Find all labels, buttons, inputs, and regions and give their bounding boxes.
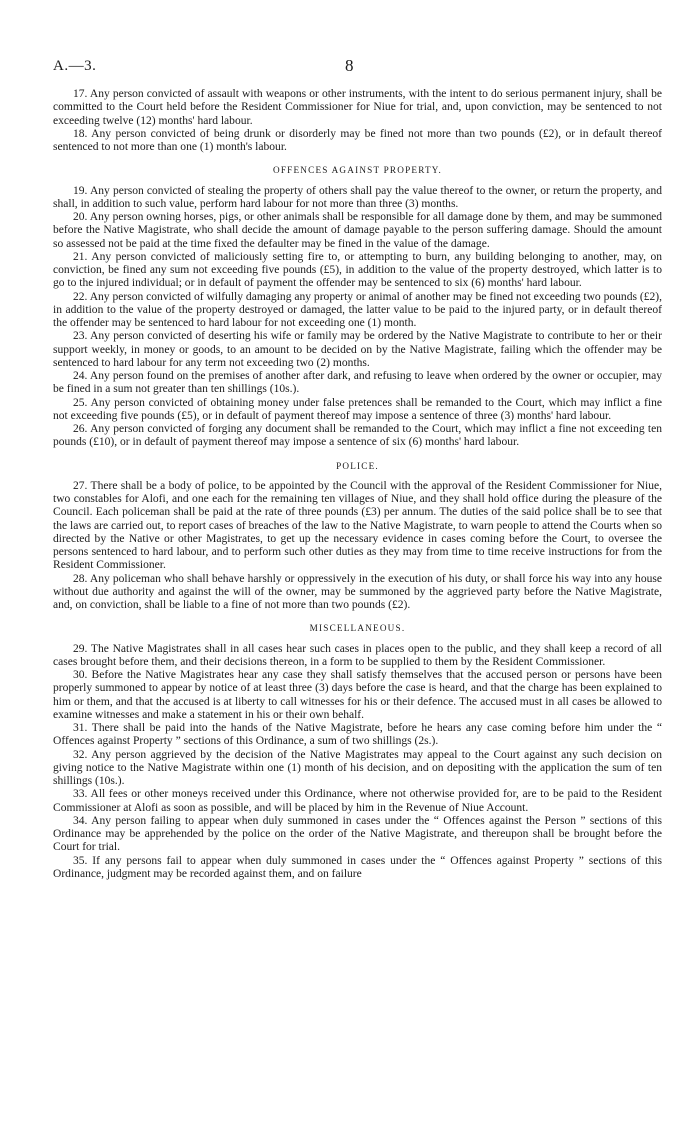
paragraph-21: 21. Any person convicted of maliciously setting fire to, or attempting to burn, any building belonging to another, may, on conviction, be fined any sum not exceeding five pounds (£5), in addition to the value of the property destroyed, which latter is to go to the injured individual; or in default of payment the offender may be sentenced to six (6) months' hard labour. — [53, 250, 662, 290]
paragraph-23: 23. Any person convicted of deserting his wife or family may be ordered by the Native Magistrate to contribute to her or their support weekly, in money or goods, to an amount to be decided on by the Native Magistrate, failing which the offender may be sentenced to hard labour for any term not exceeding two (2) months. — [53, 330, 662, 369]
paragraph-30: 30. Before the Native Magistrates hear any case they shall satisfy themselves that the accused person or persons have been properly summoned to appear by notice of at least three (3) days before the case is heard, and that the charge has been explained to him or them, and that the accused is at liberty to call witnesses for his or their defence. The accused must in all cases be allowed to examine witnesses and make a statement in his or their own behalf. — [53, 669, 662, 721]
paragraph-18: 18. Any person convicted of being drunk or disorderly may be fined not more than two pounds (£2), or in default thereof sentenced to not more than one (1) month's labour. — [53, 127, 662, 153]
paragraph-31: 31. There shall be paid into the hands of the Native Magistrate, before he hears any case coming before him under the “ Offences against Property ” sections of this Ordinance, a sum of two shillings (2s.). — [53, 722, 662, 748]
paragraph-28: 28. Any policeman who shall behave harshly or oppressively in the execution of his duty, or shall force his way into any house without due authority and against the will of the owner, may be summoned by the aggrieved party before the Native Magistrate, and, on conviction, shall be liable to a fine of not more than two pounds (£2). — [53, 572, 662, 611]
paragraph-25: 25. Any person convicted of obtaining money under false pretences shall be remanded to the Court, which may inflict a fine not exceeding five pounds (£5), or in default of payment thereof may impose a sentence of three (3) months' hard labour. — [53, 396, 662, 422]
paragraph-33: 33. All fees or other moneys received under this Ordinance, where not otherwise provided for, are to be paid to the Resident Commissioner at Alofi as soon as possible, and will be placed by him in the Revenue of Niue Account. — [53, 788, 662, 814]
paragraph-26: 26. Any person convicted of forging any document shall be remanded to the Court, which may inflict a fine not exceeding ten pounds (£10), or in default of payment thereof may impose a sentence of six (6) months' hard labour. — [53, 423, 662, 449]
document-reference: A.—3. — [53, 58, 97, 74]
page-header — [53, 52, 662, 88]
paragraph-20: 20. Any person owning horses, pigs, or other animals shall be responsible for all damage done by them, and may be summoned before the Native Magistrate, who shall decide the amount of damage payable to the person suffering damage. Should the amount so assessed not be paid at the time fixed the defaulter may be fined in the value of the damage. — [53, 211, 662, 250]
section-heading-miscellaneous: MISCELLANEOUS. — [309, 623, 406, 634]
section-heading-offences-against-property: OFFENCES AGAINST PROPERTY. — [273, 165, 442, 176]
paragraph-22: 22. Any person convicted of wilfully damaging any property or animal of another may be fined not exceeding two pounds (£2), in addition to the value of the property destroyed or damaged, the latter value to be paid to the injured party, or in default thereof the offender may be sentenced to hard labour for not exceeding one (1) month. — [53, 290, 662, 329]
paragraph-27: 27. There shall be a body of police, to be appointed by the Council with the approval of the Resident Commissioner for Niue, two constables for Alofi, and one each for the remaining ten villages of Niue, and they shall hold office during the pleasure of the Council. Each policeman shall be paid at the rate of three pounds (£3) per annum. The duties of the said police shall be to see that the laws are carried out, to report cases of breaches of the law to the Native Magistrate, to warn people to attend the Courts when so directed by the Native or other Magistrates, to get up the necessary evidence in cases coming before the Court, to oversee the persons sentenced to hard labour, and to perform such other duties as they may from time to time receive instructions for from the Resident Commissioner. — [53, 479, 662, 572]
paragraph-17: 17. Any person convicted of assault with weapons or other instruments, with the intent to do serious permanent injury, shall be committed to the Court held before the Resident Commissioner for Niue for trial, and, upon conviction, may be sentenced to not exceeding twelve (12) months' hard labour. — [53, 88, 662, 127]
paragraph-34: 34. Any person failing to appear when duly summoned in cases under the “ Offences against the Person ” sections of this Ordinance may be apprehended by the police on the order of the Native Magistrate, and thereupon shall be brought before the Court for trial. — [53, 814, 662, 854]
paragraph-24: 24. Any person found on the premises of another after dark, and refusing to leave when ordered by the owner or occupier, may be fined in a sum not greater than ten shillings (10s.). — [53, 370, 662, 396]
paragraph-19: 19. Any person convicted of stealing the property of others shall pay the value thereof to the owner, or return the property, and shall, in addition to such value, perform hard labour for not more than three (3) months. — [53, 184, 662, 210]
document-body — [53, 88, 662, 881]
paragraph-29: 29. The Native Magistrates shall in all cases hear such cases in places open to the public, and they shall keep a record of all cases brought before them, and their decisions thereon, in a form to be supplied to them by the Resident Commissioner. — [53, 642, 662, 668]
paragraph-35: 35. If any persons fail to appear when duly summoned in cases under the “ Offences against Property ” sections of this Ordinance, judgment may be recorded against them, and on failure — [53, 854, 662, 880]
section-heading-police: POLICE. — [336, 460, 379, 471]
paragraph-32: 32. Any person aggrieved by the decision of the Native Magistrates may appeal to the Court against any such decision on giving notice to the Native Magistrate within one (1) month of his decision, and on depositing with the application the sum of ten shillings (10s.). — [53, 748, 662, 787]
page-number: 8 — [345, 56, 354, 75]
